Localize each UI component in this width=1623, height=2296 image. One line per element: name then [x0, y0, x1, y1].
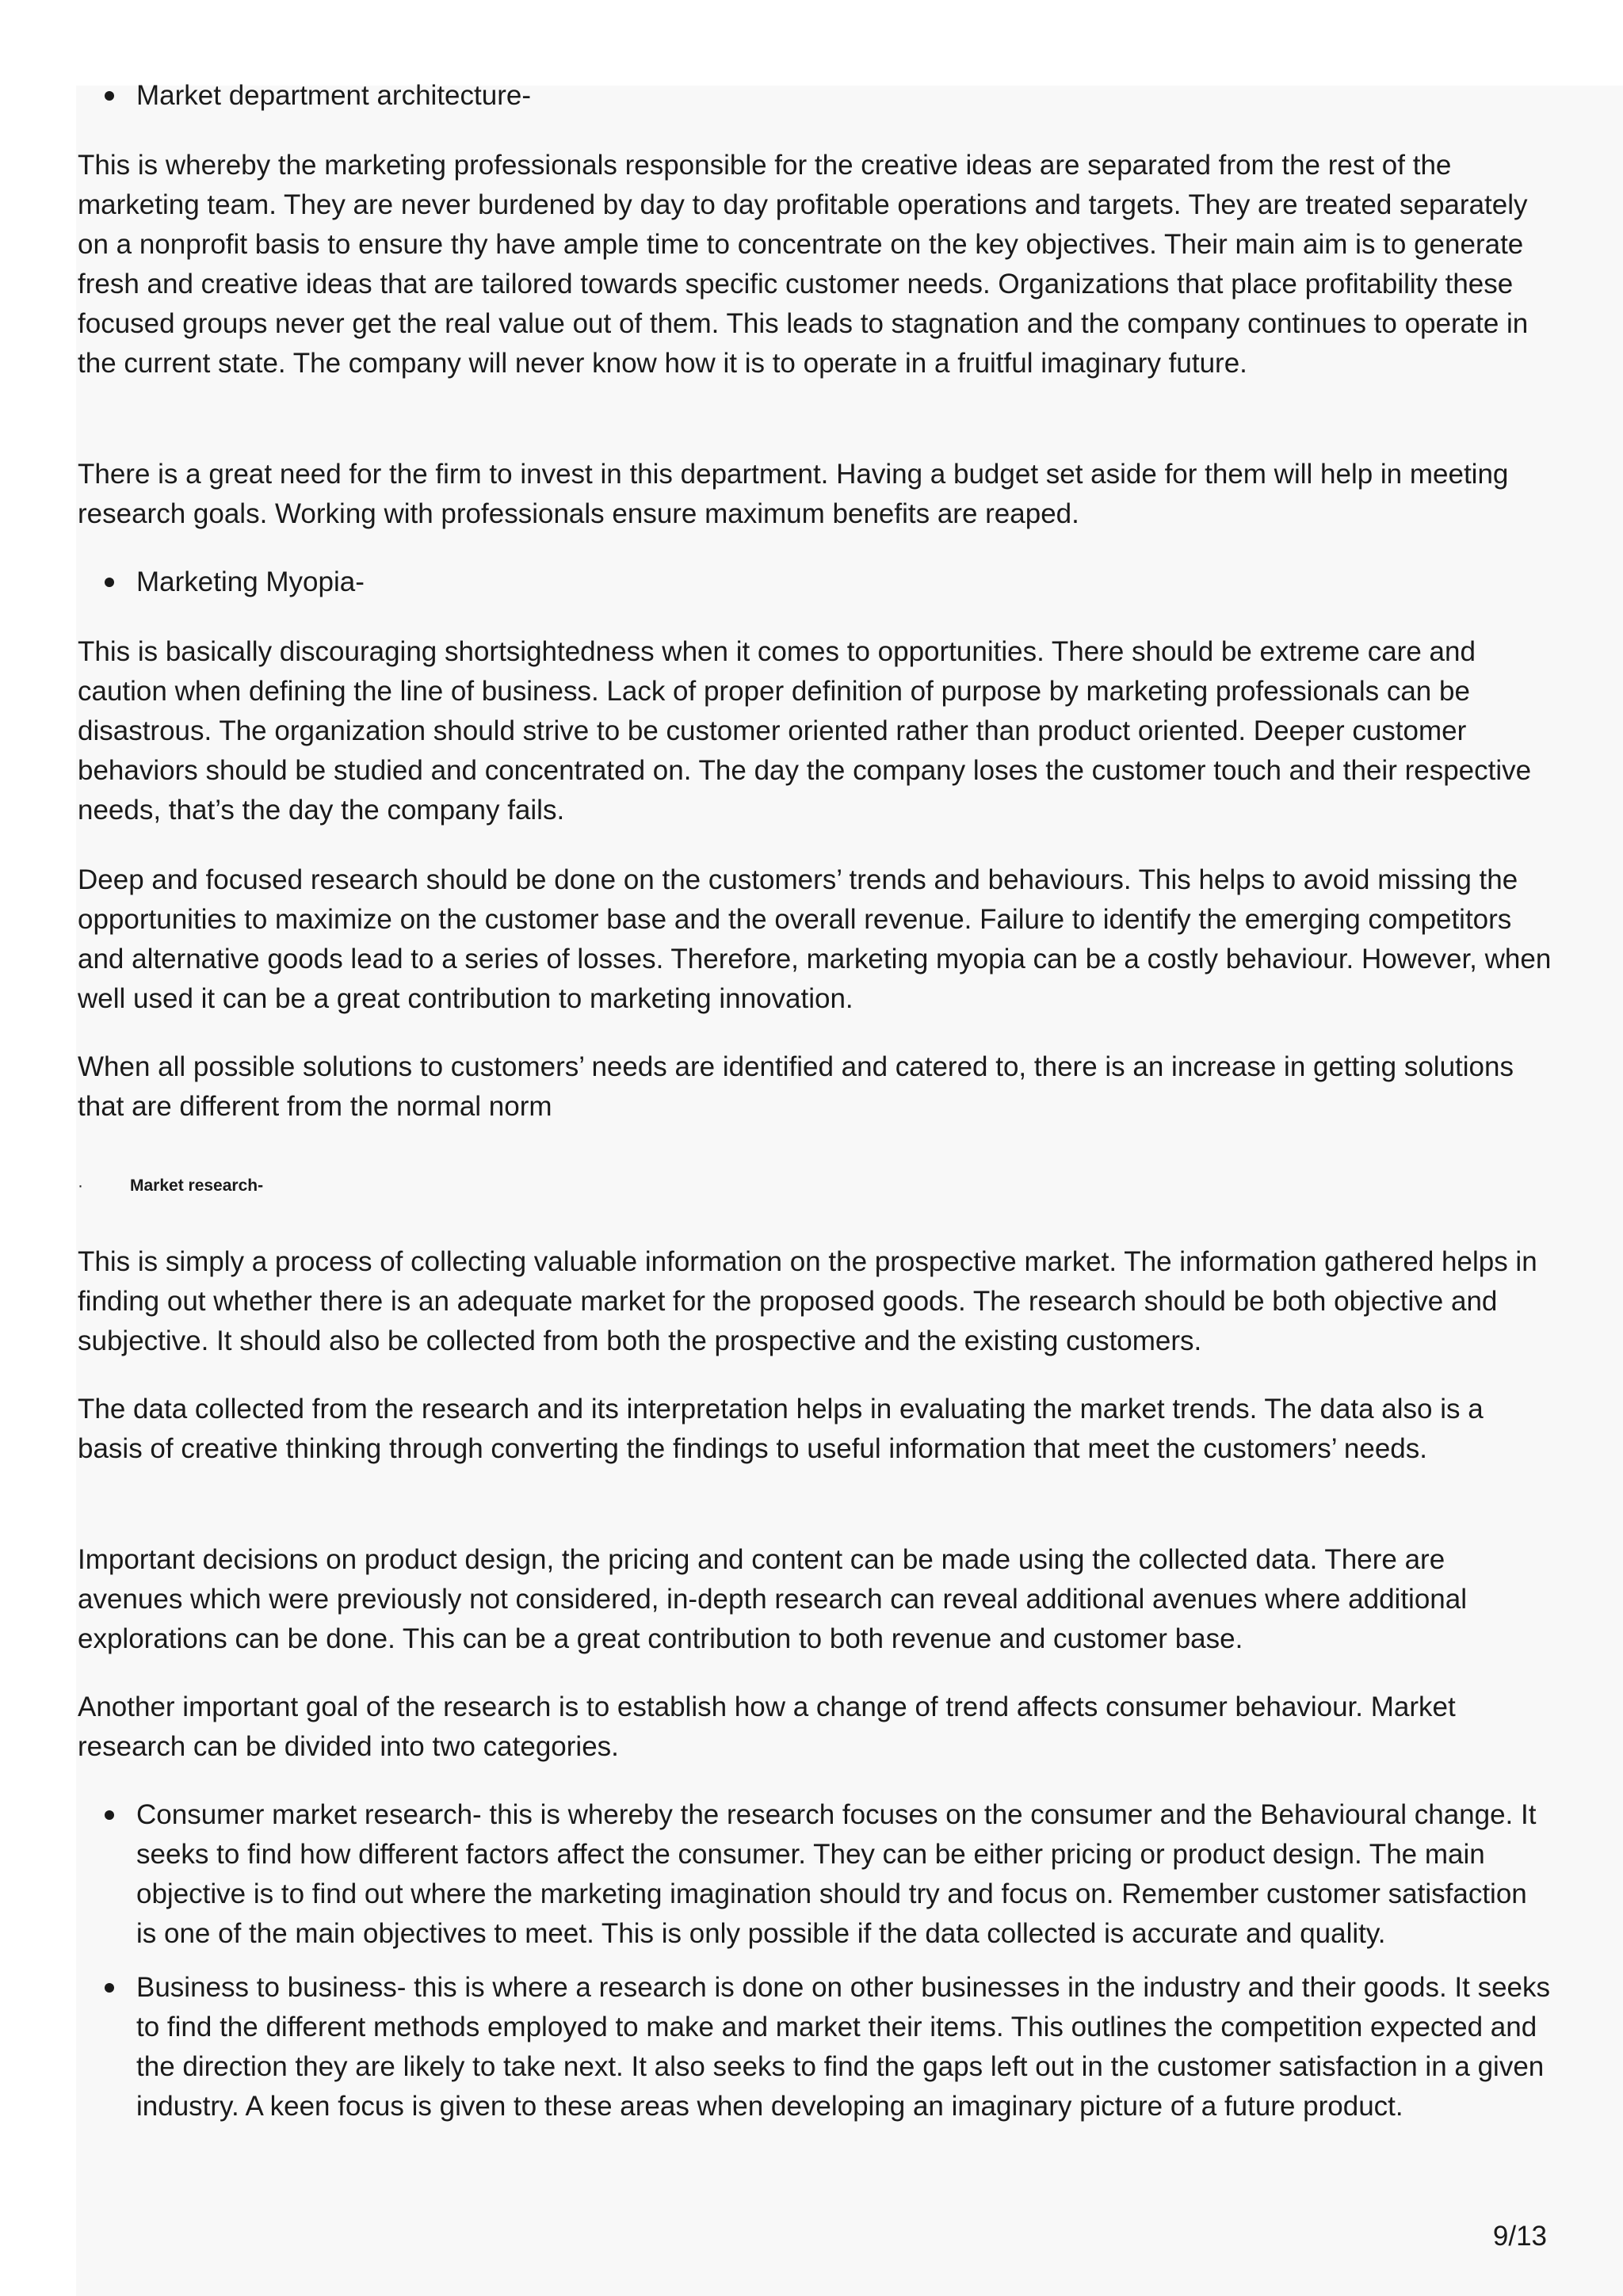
paragraph: This is simply a process of collecting valuable information on the prospective market. The information gathered helps in finding out whether there is an adequate market for the proposed goods. The research should be both objective and subjective. It should also be collected from both the prospective and the existing customers.: [78, 1246, 1537, 1356]
page-number: 9/13: [1492, 2221, 1547, 2252]
list-item-text: Business to business- this is where a research is done on other businesses in the industry and their goods. It seeks to find the different methods employed to make and market their items. This outlines the competition expected and the direction they are likely to take next. It also seeks to find the gaps left out in the customer satisfaction in a given industry. A keen focus is given to these areas when developing an imaginary picture of a future product.: [136, 1972, 1551, 2122]
paragraph: The data collected from the research and its interpretation helps in evaluating the market trends. The data also is a basis of creative thinking through converting the findings to useful information that meet the customers’ needs.: [78, 1394, 1484, 1464]
list-item-text: Market department architecture-: [136, 80, 531, 111]
bullet-list-myopia: [78, 563, 1552, 602]
bullet-text: Market research-: [130, 1177, 264, 1195]
paragraph: When all possible solutions to customers’ needs are identified and catered to, there is an increase in getting solutions that are different from the normal norm: [78, 1051, 1514, 1122]
bullet-dot: [105, 1983, 114, 1993]
paragraph: This is basically discouraging shortsightedness when it comes to opportunities. There should be extreme care and caution when defining the line of business. Lack of proper definition of purpose by marketing professionals can be disastrous. The organization should strive to be customer oriented rather than product oriented. Deeper customer behaviors should be studied and concentrated on. The day the company loses the customer touch and their respective needs, that’s the day the company fails.: [78, 636, 1532, 826]
bullet-list-architecture: [78, 76, 1552, 116]
list-item: [78, 76, 1552, 116]
list-item-text: Consumer market research- this is whereby the research focuses on the consumer and the Behavioural change. It seeks to find how different factors affect the consumer. They can be either pricing or product design. The main objective is to find out where the marketing imagination should try and focus on. Remember customer satisfaction is one of the main objectives to meet. This is only possible if the data collected is accurate and quality.: [136, 1799, 1537, 1949]
list-item: [78, 1968, 1552, 2126]
paragraph: This is whereby the marketing professionals responsible for the creative ideas are separated from the rest of the marketing team. They are never burdened by day to day profitable operations and targets. They are treated separately on a nonprofit basis to ensure thy have ample time to concentrate on the key objectives. Their main aim is to generate fresh and creative ideas that are tailored towards specific customer needs. Organizations that place profitability these focused groups never get the real value out of them. This leads to stagnation and the company continues to operate in the current state. The company will never know how it is to operate in a fruitful imaginary future.: [78, 150, 1529, 379]
bullet-dot: [105, 91, 114, 101]
list-item: [78, 563, 1552, 602]
paragraph: There is a great need for the firm to invest in this department. Having a budget set aside for them will help in meeting research goals. Working with professionals ensure maximum benefits are reaped.: [78, 459, 1509, 529]
list-item-text: Marketing Myopia-: [136, 566, 365, 597]
bullet-list-categories: [78, 1795, 1552, 2126]
bullet-dot: [105, 578, 114, 587]
bullet-dot: [105, 1810, 114, 1820]
paragraph: Another important goal of the research is to establish how a change of trend affects consumer behaviour. Market research can be divided into two categories.: [78, 1691, 1456, 1762]
bullet-mark: ·: [78, 1177, 83, 1195]
list-item: [78, 1795, 1552, 1954]
paragraph: Deep and focused research should be done on the customers’ trends and behaviours. This helps to avoid missing the opportunities to maximize on the customer base and the overall revenue. Failure to identify the emerging competitors and alternative goods lead to a series of losses. Therefore, marketing myopia can be a costly behaviour. However, when well used it can be a great contribution to marketing innovation.: [78, 864, 1552, 1014]
paragraph: Important decisions on product design, the pricing and content can be made using the collected data. There are avenues which were previously not considered, in-depth research can reveal additional avenues where additional explorations can be done. This can be a great contribution to both revenue and customer base.: [78, 1544, 1468, 1654]
